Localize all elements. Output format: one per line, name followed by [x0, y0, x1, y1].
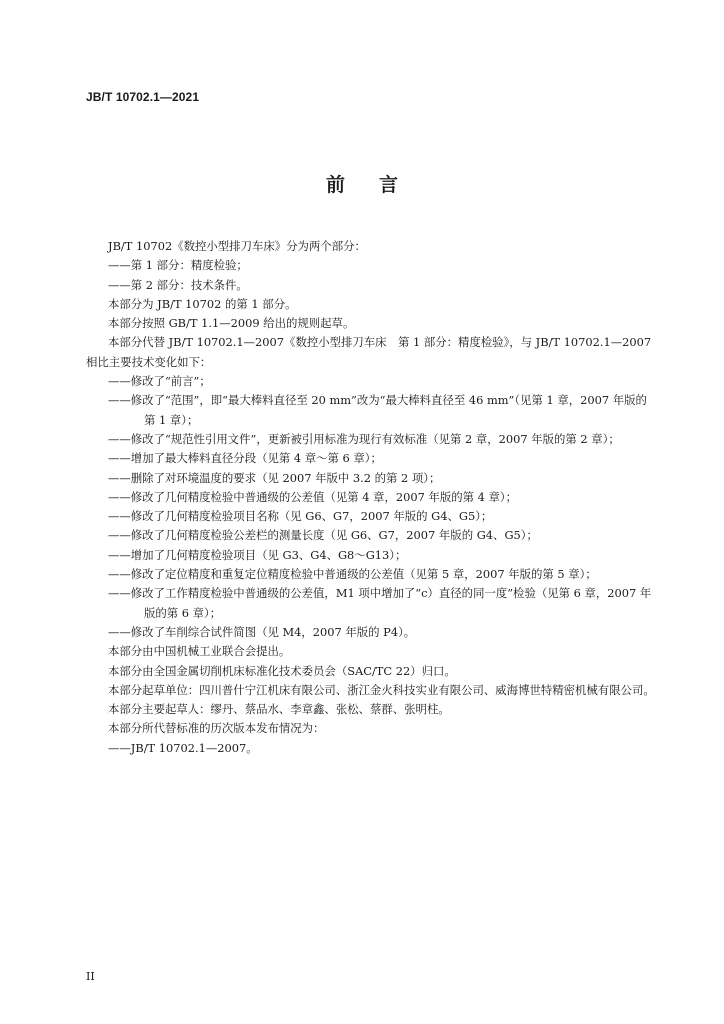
list-item: ——修改了几何精度检验公差栏的测量长度（见 G6、G7，2007 年版的 G4、G5）；	[108, 528, 538, 543]
list-item: ——修改了定位精度和重复定位精度检验中普通级的公差值（见第 5 章，2007 年版的第 5 章）；	[108, 567, 597, 582]
document-number: JB/T 10702.1—2021	[86, 90, 200, 104]
list-item: ——修改了“前言”；	[108, 374, 211, 389]
paragraph: 本部分所代替标准的历次版本发布情况为：	[108, 721, 325, 736]
paragraph: 本部分代替 JB/T 10702.1—2007《数控小型排刀车床 第 1 部分：精度检验》，与 JB/T 10702.1—2007 相比主要技术变化如下：	[86, 335, 652, 369]
list-item: ——增加了几何精度检验项目（见 G3、G4、G8～G13）；	[108, 547, 407, 562]
paragraph: 本部分主要起草人：缪丹、蔡品水、李章鑫、张松、蔡群、张明柱。	[108, 702, 450, 717]
list-item: ——修改了几何精度检验项目名称（见 G6、G7，2007 年版的 G4、G5）；	[108, 509, 493, 524]
paragraph: 本部分由全国金属切削机床标准化技术委员会（SAC/TC 22）归口。	[108, 663, 456, 678]
list-item: ——修改了“范围”，即“最大棒料直径至 20 mm”改为“最大棒料直径至 46 mm”（见第 1 章，2007 年版的第 1 章）；	[108, 393, 647, 427]
title-char-2: 言	[379, 174, 399, 196]
page-number: II	[86, 970, 95, 983]
list-item: ——第 1 部分：精度检验；	[108, 258, 248, 273]
list-item: ——删除了对环境温度的要求（见 2007 年版中 3.2 的第 2 项）；	[108, 470, 441, 485]
list-item: ——增加了最大棒料直径分段（见第 4 章～第 6 章）；	[108, 451, 382, 466]
list-item: ——修改了工作精度检验中普通级的公差值，M1 项中增加了“c）直径的同一度”检验（见第 6 章，2007 年版的第 6 章）；	[108, 586, 652, 620]
paragraph: 本部分按照 GB/T 1.1—2009 给出的规则起草。	[108, 316, 355, 331]
document-body	[86, 237, 658, 758]
list-item: ——JB/T 10702.1—2007。	[108, 740, 258, 755]
list-item: ——第 2 部分：技术条件。	[108, 277, 248, 292]
paragraph: JB/T 10702《数控小型排刀车床》分为两个部分：	[108, 239, 366, 253]
list-item: ——修改了车削综合试件简图（见 M4，2007 年版的 P4）。	[108, 624, 416, 639]
list-item: ——修改了几何精度检验中普通级的公差值（见第 4 章，2007 年版的第 4 章）；	[108, 489, 517, 504]
paragraph: 本部分由中国机械工业联合会提出。	[108, 644, 291, 659]
title-char-1: 前	[325, 174, 345, 196]
paragraph: 本部分起草单位：四川普什宁江机床有限公司、浙江金火科技实业有限公司、威海博世特精密机械有限公司。	[108, 682, 655, 697]
paragraph: 本部分为 JB/T 10702 的第 1 部分。	[108, 296, 297, 311]
list-item: ——修改了“规范性引用文件”，更新被引用标准为现行有效标准（见第 2 章，2007 年版的第 2 章）；	[108, 431, 620, 446]
page-title	[0, 170, 724, 197]
